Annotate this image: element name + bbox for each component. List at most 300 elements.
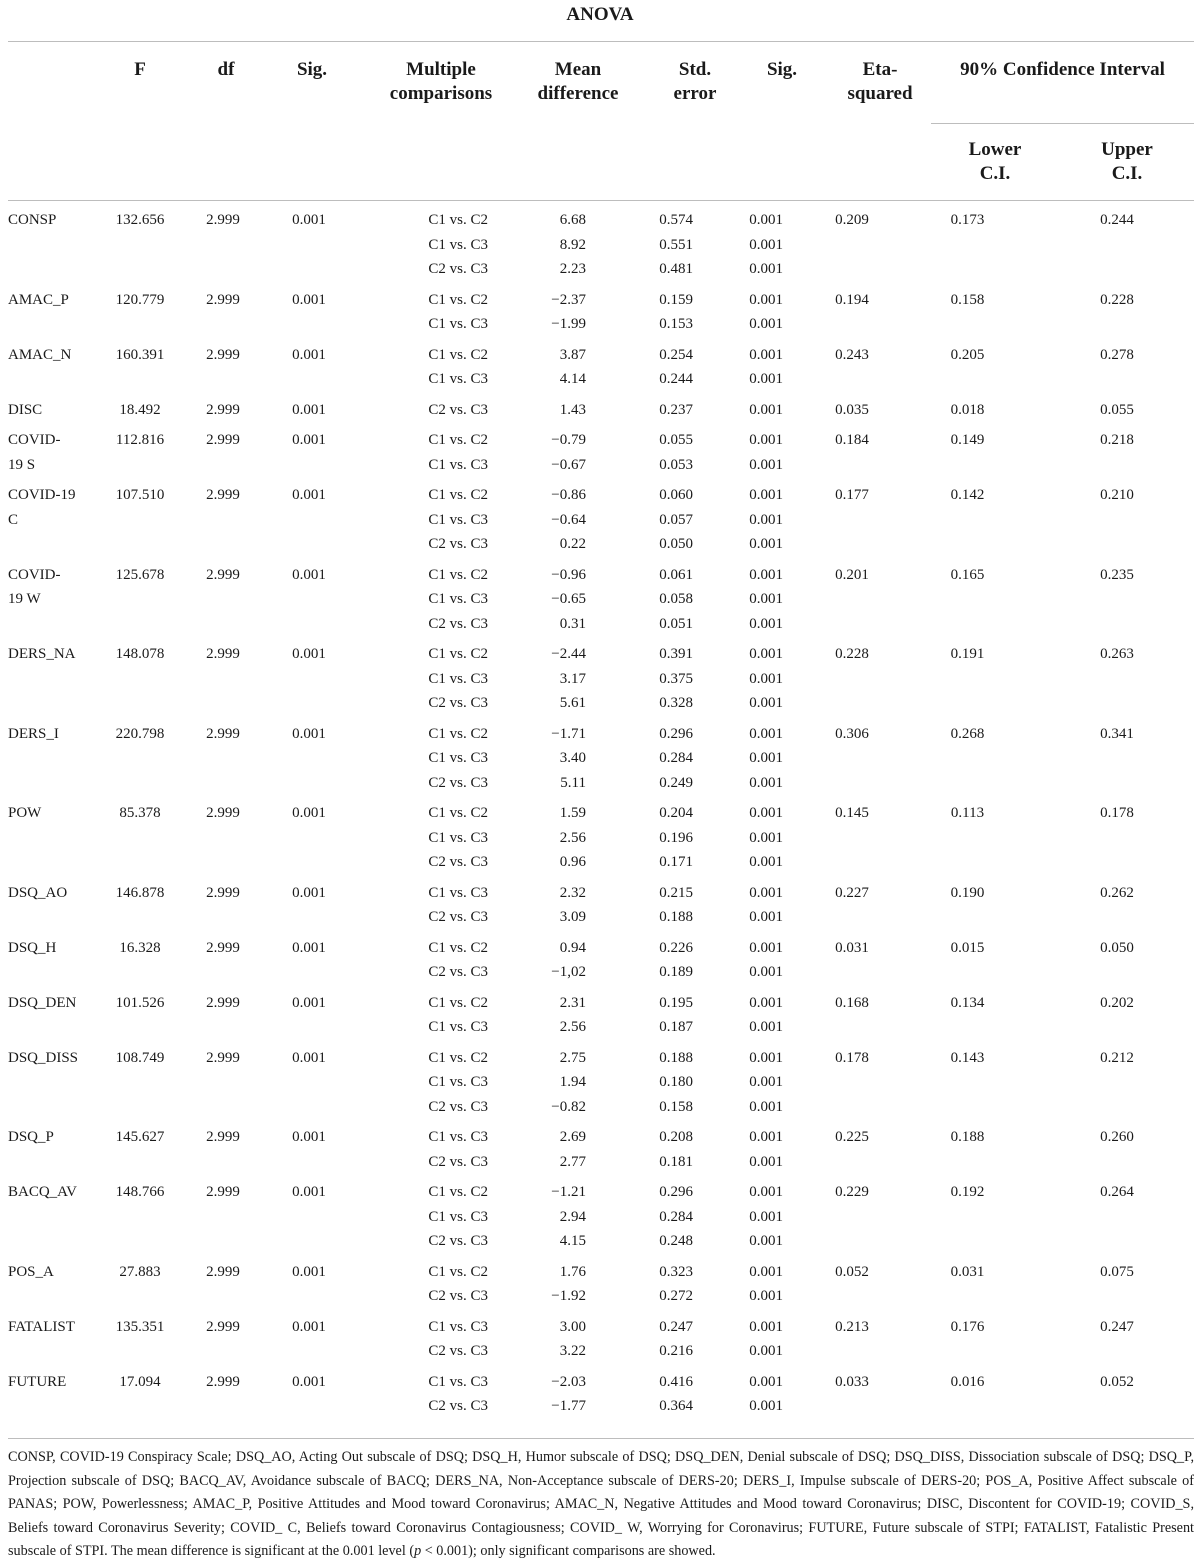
table-row (8, 1046, 1194, 1126)
cell-mean-difference-line: −2.03 (551, 1373, 586, 1390)
cell-std-error-line: 0.296 (659, 1184, 693, 1200)
cell-eta-squared-line: 0.145 (835, 805, 869, 821)
cell-upper-ci (1040, 1046, 1194, 1126)
cell-upper-ci (1040, 1260, 1194, 1315)
cell-comparison (352, 1046, 502, 1126)
cell-df (180, 1180, 266, 1260)
footnote-text-end: < 0.001); only significant comparisons are showed. (421, 1543, 716, 1559)
cell-comparison-line: C1 vs. C3 (428, 371, 488, 387)
cell-lower-ci-line: 0.190 (950, 884, 985, 901)
cell-upper-ci-line: 0.247 (1100, 1318, 1134, 1335)
cell-std-error (614, 563, 711, 643)
cell-std-error-line: 0.050 (659, 536, 693, 552)
cell-f-line: 148.766 (115, 1184, 165, 1200)
cell-f (100, 483, 180, 563)
cell-df-line: 2.999 (206, 291, 240, 308)
table-row (8, 642, 1194, 722)
cell-eta-squared (809, 343, 895, 398)
cell-std-error-line: 0.481 (659, 261, 693, 277)
cell-variable-line: POW (8, 805, 42, 821)
cell-comparison-line: C1 vs. C2 (428, 212, 488, 228)
cell-std-error-line: 0.284 (659, 1208, 693, 1225)
cell-f (100, 428, 180, 483)
cell-variable (8, 642, 100, 722)
cell-mean-difference (502, 343, 614, 398)
cell-lower-ci-line: 0.018 (950, 401, 985, 418)
cell-f (100, 1260, 180, 1315)
cell-eta-squared-line: 0.306 (835, 725, 869, 742)
cell-mean-difference-line: 0.96 (559, 854, 586, 870)
cell-std-error-line: 0.284 (659, 750, 693, 766)
cell-upper-ci (1040, 343, 1194, 398)
cell-upper-ci-line: 0.212 (1100, 1049, 1134, 1066)
cell-comparison-sig (711, 483, 809, 563)
cell-comparison (352, 398, 502, 429)
cell-mean-difference (502, 288, 614, 343)
cell-mean-difference-line: 3.22 (559, 1343, 586, 1359)
cell-sig-line: 0.001 (292, 1318, 326, 1335)
cell-std-error-line: 0.216 (659, 1343, 693, 1359)
cell-lower-ci (895, 1046, 1040, 1126)
cell-sig-line: 0.001 (292, 566, 326, 583)
cell-mean-difference-line: 2.32 (559, 884, 586, 901)
cell-upper-ci (1040, 428, 1194, 483)
cell-lower-ci-line: 0.188 (950, 1129, 985, 1145)
cell-sig-line: 0.001 (292, 212, 326, 228)
cell-comparison (352, 208, 502, 288)
cell-df (180, 1315, 266, 1370)
cell-f-line: 107.510 (115, 487, 165, 503)
cell-comparison-sig-line: 0.001 (749, 805, 783, 821)
cell-df (180, 1125, 266, 1180)
cell-std-error-line: 0.323 (659, 1263, 693, 1280)
cell-variable (8, 288, 100, 343)
cell-comparison-sig-line: 0.001 (749, 1019, 783, 1035)
cell-comparison (352, 936, 502, 991)
cell-comparison-line: C2 vs. C3 (428, 695, 488, 711)
cell-eta-squared (809, 936, 895, 991)
cell-mean-difference-line: 1.94 (559, 1074, 586, 1090)
cell-lower-ci-line: 0.143 (950, 1049, 985, 1066)
cell-variable-line: FATALIST (8, 1318, 75, 1335)
cell-lower-ci (895, 936, 1040, 991)
cell-df (180, 1370, 266, 1425)
cell-lower-ci (895, 1260, 1040, 1315)
cell-std-error-line: 0.181 (659, 1153, 693, 1170)
cell-comparison-line: C1 vs. C2 (428, 646, 488, 662)
cell-lower-ci (895, 1180, 1040, 1260)
cell-eta-squared (809, 881, 895, 936)
cell-mean-difference-line: 1.59 (559, 805, 586, 821)
cell-lower-ci-line: 0.176 (950, 1318, 985, 1335)
cell-comparison-sig (711, 991, 809, 1046)
cell-comparison-sig-line: 0.001 (749, 1233, 783, 1249)
cell-comparison-line: C2 vs. C3 (428, 1233, 488, 1249)
cell-comparison-line: C1 vs. C3 (428, 884, 488, 901)
cell-upper-ci-line: 0.263 (1100, 646, 1134, 662)
cell-mean-difference-line: 0.94 (559, 939, 586, 956)
cell-eta-squared (809, 1125, 895, 1180)
table-row (8, 1315, 1194, 1370)
cell-std-error-line: 0.237 (659, 401, 693, 418)
cell-mean-difference-line: 1.76 (559, 1263, 586, 1280)
cell-df (180, 936, 266, 991)
header-df: df (217, 59, 235, 80)
cell-f (100, 991, 180, 1046)
cell-eta-squared-line: 0.213 (835, 1318, 869, 1335)
cell-f (100, 642, 180, 722)
cell-std-error-line: 0.188 (659, 909, 693, 925)
cell-std-error-line: 0.195 (659, 994, 693, 1011)
cell-comparison-line: C2 vs. C3 (428, 1098, 488, 1115)
cell-std-error-line: 0.208 (659, 1129, 693, 1145)
cell-f-line: 17.094 (119, 1373, 161, 1390)
cell-std-error (614, 343, 711, 398)
cell-comparison-sig-line: 0.001 (749, 591, 783, 607)
cell-std-error (614, 722, 711, 802)
cell-comparison-line: C1 vs. C3 (428, 1074, 488, 1090)
cell-eta-squared-line: 0.035 (835, 401, 869, 418)
cell-std-error-line: 0.060 (659, 487, 693, 503)
header-std-error (655, 58, 735, 106)
cell-lower-ci-line: 0.031 (950, 1263, 985, 1280)
cell-mean-difference-line: 3.40 (559, 750, 586, 766)
cell-f-line: 16.328 (119, 939, 161, 956)
header-upper-ci (1080, 138, 1174, 186)
cell-std-error (614, 1180, 711, 1260)
cell-comparison-line: C1 vs. C3 (428, 1208, 488, 1225)
cell-variable-line: DISC (8, 401, 43, 418)
cell-f-line: 160.391 (115, 346, 165, 363)
cell-lower-ci-line: 0.149 (950, 432, 985, 448)
cell-f (100, 1180, 180, 1260)
cell-eta-squared (809, 483, 895, 563)
cell-comparison-sig-line: 0.001 (749, 670, 783, 687)
cell-variable-line: 19 S (8, 456, 36, 473)
footnote-text: CONSP, COVID-19 Conspiracy Scale; DSQ_AO, Acting Out subscale of DSQ; DSQ_H, Humor subscale of DSQ; DSQ_DEN, Denial subscale of DSQ; DSQ_DISS, Dissociation subscale of DSQ; DSQ_P, Projection subscale of DSQ; BACQ_AV, Avoidance subscale of BACQ; DERS_NA, Non-Acceptance subscale of DERS-20; DERS_I, Impulse subscale of DERS-20; POS_A, Positive Affect subscale of PANAS; POW, Powerlessness; AMAC_P, Positive Attitudes and Mood toward Coronavirus; AMAC_N, Negative Attitudes and Mood toward Coronavirus; DISC, Discontent for COVID-19; COVID_S, Beliefs toward Coronavirus Severity; COVID_ C, Beliefs toward Coronavirus Contagiousness; COVID_ W, Worrying for Coronavirus; FUTURE, Future subscale of STPI; FATALIST, Fatalistic Present subscale of STPI. The mean difference is significant at the 0.001 level ( (8, 1449, 1194, 1559)
cell-upper-ci-line: 0.228 (1100, 291, 1134, 308)
table-row (8, 991, 1194, 1046)
cell-comparison-line: C2 vs. C3 (428, 615, 488, 632)
cell-variable-line: DERS_NA (8, 646, 76, 662)
cell-mean-difference (502, 563, 614, 643)
cell-variable-line: FUTURE (8, 1373, 67, 1390)
cell-comparison (352, 991, 502, 1046)
cell-f-line: 112.816 (115, 432, 165, 448)
cell-comparison-line: C1 vs. C3 (428, 1019, 488, 1035)
cell-eta-squared-line: 0.184 (835, 432, 869, 448)
header-line: comparisons (389, 83, 493, 104)
cell-sig (266, 991, 352, 1046)
cell-mean-difference (502, 722, 614, 802)
cell-sig-line: 0.001 (292, 487, 326, 503)
cell-eta-squared-line: 0.052 (835, 1263, 869, 1280)
cell-mean-difference-line: 4.15 (559, 1233, 586, 1249)
cell-std-error (614, 483, 711, 563)
cell-comparison-line: C1 vs. C2 (428, 725, 488, 742)
cell-f-line: 120.779 (115, 291, 165, 308)
cell-variable (8, 936, 100, 991)
cell-comparison-line: C1 vs. C3 (428, 316, 488, 332)
cell-std-error-line: 0.187 (659, 1019, 693, 1035)
cell-sig (266, 1370, 352, 1425)
cell-std-error-line: 0.391 (659, 646, 693, 662)
cell-variable-line: DSQ_DISS (8, 1049, 79, 1066)
cell-lower-ci (895, 483, 1040, 563)
cell-comparison-sig (711, 208, 809, 288)
cell-comparison-sig-line: 0.001 (749, 884, 783, 901)
table-row (8, 881, 1194, 936)
cell-lower-ci-line: 0.191 (950, 646, 985, 662)
table-footnote (8, 1446, 1194, 1564)
cell-mean-difference-line: −1.99 (551, 316, 586, 332)
cell-comparison (352, 1180, 502, 1260)
cell-std-error (614, 208, 711, 288)
cell-mean-difference-line: 4.14 (559, 371, 586, 387)
cell-eta-squared-line: 0.229 (835, 1184, 869, 1200)
cell-variable (8, 991, 100, 1046)
cell-sig-line: 0.001 (292, 994, 326, 1011)
cell-comparison-line: C1 vs. C2 (428, 566, 488, 583)
cell-lower-ci-line: 0.192 (950, 1184, 985, 1200)
cell-comparison (352, 428, 502, 483)
cell-df-line: 2.999 (206, 566, 240, 583)
cell-variable-line: CONSP (8, 212, 57, 228)
cell-f (100, 208, 180, 288)
top-rule (8, 41, 1194, 42)
cell-comparison (352, 288, 502, 343)
cell-lower-ci (895, 991, 1040, 1046)
header-line: C.I. (1111, 163, 1143, 184)
cell-std-error-line: 0.196 (659, 829, 693, 846)
cell-std-error-line: 0.204 (659, 805, 693, 821)
cell-std-error-line: 0.551 (659, 236, 693, 253)
cell-comparison (352, 642, 502, 722)
cell-std-error-line: 0.051 (659, 615, 693, 632)
cell-comparison-sig-line: 0.001 (749, 1074, 783, 1090)
cell-mean-difference-line: −0.67 (551, 456, 586, 473)
cell-f (100, 722, 180, 802)
cell-comparison-sig-line: 0.001 (749, 511, 783, 528)
cell-variable (8, 1046, 100, 1126)
cell-variable-line: AMAC_P (8, 291, 69, 308)
cell-eta-squared-line: 0.227 (835, 884, 869, 901)
cell-df (180, 398, 266, 429)
cell-upper-ci (1040, 722, 1194, 802)
cell-eta-squared (809, 563, 895, 643)
cell-std-error (614, 1125, 711, 1180)
cell-mean-difference-line: 0.31 (559, 615, 586, 632)
cell-comparison-line: C2 vs. C3 (428, 1398, 488, 1414)
cell-comparison-sig-line: 0.001 (749, 487, 783, 503)
cell-variable-line: COVID-19 (8, 487, 76, 503)
cell-mean-difference-line: 0.22 (559, 536, 586, 552)
cell-variable-line: POS_A (8, 1263, 54, 1280)
cell-mean-difference-line: 2.56 (559, 829, 586, 846)
cell-upper-ci-line: 0.210 (1100, 487, 1134, 503)
cell-mean-difference (502, 936, 614, 991)
cell-std-error (614, 936, 711, 991)
cell-f (100, 1125, 180, 1180)
header-mean-difference (522, 58, 634, 106)
cell-comparison-sig-line: 0.001 (749, 615, 783, 632)
cell-df-line: 2.999 (206, 346, 240, 363)
cell-comparison-sig-line: 0.001 (749, 1373, 783, 1390)
cell-df-line: 2.999 (206, 884, 240, 901)
bottom-rule (8, 1438, 1194, 1439)
cell-df-line: 2.999 (206, 212, 240, 228)
header-f: F (134, 59, 146, 80)
cell-f-line: 27.883 (119, 1263, 161, 1280)
table-row (8, 288, 1194, 343)
cell-variable-line: COVID- (8, 432, 61, 448)
cell-std-error (614, 642, 711, 722)
cell-comparison-sig (711, 1125, 809, 1180)
cell-sig (266, 563, 352, 643)
cell-df (180, 343, 266, 398)
cell-variable-line: C (8, 511, 19, 528)
cell-lower-ci (895, 398, 1040, 429)
cell-variable (8, 483, 100, 563)
cell-std-error-line: 0.171 (659, 854, 693, 870)
cell-comparison-line: C1 vs. C3 (428, 1129, 488, 1145)
cell-std-error-line: 0.159 (659, 291, 693, 308)
header-line: Lower (968, 139, 1022, 160)
cell-comparison (352, 343, 502, 398)
cell-comparison-sig-line: 0.001 (749, 432, 783, 448)
cell-lower-ci (895, 881, 1040, 936)
cell-mean-difference-line: −0.86 (551, 487, 586, 503)
cell-comparison-sig-line: 0.001 (749, 964, 783, 980)
cell-f-line: 132.656 (115, 212, 165, 228)
cell-upper-ci-line: 0.055 (1100, 401, 1134, 418)
cell-comparison-sig-line: 0.001 (749, 236, 783, 253)
cell-variable-line: 19 W (8, 591, 41, 607)
cell-eta-squared-line: 0.033 (835, 1373, 869, 1390)
cell-eta-squared-line: 0.168 (835, 994, 869, 1011)
cell-comparison-sig (711, 428, 809, 483)
cell-df (180, 642, 266, 722)
cell-comparison-sig-line: 0.001 (749, 566, 783, 583)
header-line: Multiple (406, 59, 476, 80)
cell-sig-line: 0.001 (292, 1129, 326, 1145)
cell-comparison-sig-line: 0.001 (749, 316, 783, 332)
cell-std-error-line: 0.188 (659, 1049, 693, 1066)
cell-sig (266, 398, 352, 429)
table-row (8, 1260, 1194, 1315)
cell-df-line: 2.999 (206, 725, 240, 742)
cell-comparison-line: C1 vs. C2 (428, 1049, 488, 1066)
cell-mean-difference (502, 1180, 614, 1260)
cell-sig (266, 1046, 352, 1126)
cell-f (100, 1315, 180, 1370)
cell-df (180, 881, 266, 936)
cell-comparison-line: C1 vs. C3 (428, 1318, 488, 1335)
cell-mean-difference-line: −1.21 (551, 1184, 586, 1200)
cell-variable (8, 428, 100, 483)
cell-std-error-line: 0.215 (659, 884, 693, 901)
cell-eta-squared (809, 1370, 895, 1425)
cell-sig (266, 936, 352, 991)
cell-comparison-line: C1 vs. C2 (428, 805, 488, 821)
cell-variable-line: DSQ_P (8, 1129, 54, 1145)
cell-std-error-line: 0.244 (659, 371, 693, 387)
cell-std-error-line: 0.296 (659, 725, 693, 742)
cell-comparison-line: C1 vs. C3 (428, 511, 488, 528)
cell-sig (266, 343, 352, 398)
cell-lower-ci (895, 563, 1040, 643)
cell-eta-squared (809, 398, 895, 429)
cell-df-line: 2.999 (206, 1263, 240, 1280)
table-row (8, 936, 1194, 991)
cell-variable (8, 343, 100, 398)
cell-std-error-line: 0.416 (659, 1373, 693, 1390)
cell-sig (266, 428, 352, 483)
cell-sig-line: 0.001 (292, 646, 326, 662)
cell-mean-difference-line: −2.44 (551, 646, 586, 662)
header-sig: Sig. (296, 59, 328, 80)
cell-comparison-sig (711, 1260, 809, 1315)
cell-sig-line: 0.001 (292, 291, 326, 308)
cell-upper-ci (1040, 881, 1194, 936)
cell-upper-ci-line: 0.244 (1100, 212, 1134, 228)
table-row (8, 208, 1194, 288)
header-multiple-comparisons (366, 58, 516, 106)
cell-mean-difference (502, 398, 614, 429)
cell-df (180, 428, 266, 483)
cell-comparison-line: C1 vs. C3 (428, 456, 488, 473)
cell-lower-ci-line: 0.173 (950, 212, 985, 228)
cell-lower-ci-line: 0.205 (950, 346, 985, 363)
cell-upper-ci-line: 0.264 (1100, 1184, 1134, 1200)
cell-lower-ci (895, 1125, 1040, 1180)
cell-std-error-line: 0.180 (659, 1074, 693, 1090)
cell-comparison-line: C1 vs. C3 (428, 236, 488, 253)
cell-comparison-sig-line: 0.001 (749, 646, 783, 662)
cell-sig (266, 881, 352, 936)
cell-std-error (614, 1260, 711, 1315)
cell-f-line: 108.749 (115, 1049, 165, 1066)
cell-comparison-sig (711, 881, 809, 936)
header-sig-2: Sig. (766, 59, 798, 80)
cell-mean-difference-line: −1.77 (551, 1398, 586, 1414)
cell-std-error (614, 428, 711, 483)
cell-variable (8, 1315, 100, 1370)
cell-comparison-sig (711, 398, 809, 429)
cell-eta-squared (809, 801, 895, 881)
cell-df (180, 722, 266, 802)
cell-lower-ci (895, 801, 1040, 881)
cell-variable (8, 398, 100, 429)
cell-mean-difference-line: 2.56 (559, 1019, 586, 1035)
cell-mean-difference-line: 2.94 (559, 1208, 586, 1225)
cell-comparison-sig-line: 0.001 (749, 1318, 783, 1335)
cell-std-error (614, 801, 711, 881)
cell-mean-difference-line: 2.31 (559, 994, 586, 1011)
cell-eta-squared-line: 0.177 (835, 487, 869, 503)
cell-comparison-line: C2 vs. C3 (428, 1288, 488, 1304)
cell-comparison-sig (711, 642, 809, 722)
cell-sig-line: 0.001 (292, 401, 326, 418)
cell-mean-difference-line: −0.65 (551, 591, 586, 607)
cell-comparison-sig-line: 0.001 (749, 909, 783, 925)
cell-comparison (352, 881, 502, 936)
cell-comparison-line: C1 vs. C2 (428, 994, 488, 1011)
cell-variable (8, 208, 100, 288)
cell-lower-ci-line: 0.015 (950, 939, 985, 956)
cell-std-error-line: 0.153 (659, 316, 693, 332)
cell-df-line: 2.999 (206, 432, 240, 448)
